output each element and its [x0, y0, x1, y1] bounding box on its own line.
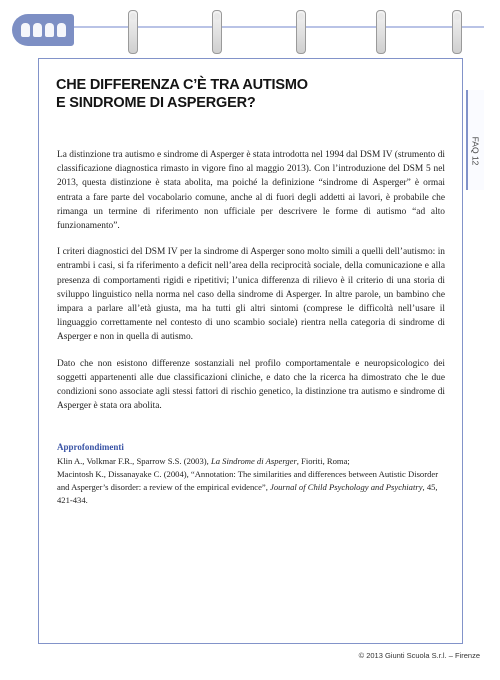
- binder-ring-icon: [452, 10, 462, 54]
- reference-item: [57, 468, 445, 507]
- page-title-line-2: E SINDROME DI ASPERGER?: [56, 95, 256, 111]
- figure-icon: [33, 23, 42, 37]
- binder-ring-icon: [212, 10, 222, 54]
- binder-ring-icon: [376, 10, 386, 54]
- reference-text: Klin A., Volkmar F.R., Sparrow S.S. (2003),: [57, 456, 211, 466]
- figure-icon: [45, 23, 54, 37]
- publisher-logo-icon: [12, 14, 74, 46]
- figure-icon: [21, 23, 30, 37]
- reference-tail: , Fioriti, Roma;: [296, 456, 350, 466]
- reference-journal: Journal of Child Psychology and Psychiatry: [270, 482, 423, 492]
- copyright-footer: © 2013 Giunti Scuola S.r.l. – Firenze: [358, 651, 480, 660]
- page-title: [56, 76, 446, 112]
- side-tab-label: FAQ 12: [470, 136, 481, 166]
- paragraph: La distinzione tra autismo e sindrome di Asperger è stata introdotta nel 1994 dal DSM IV (strumento di classificazione diagnostica rimasto in vigore fino al maggio 2013). Con l’introduzione del DSM 5 nel 2013, questa distinzione è stata abolita, ma poiché la definizione “sindrome di Asperger” è ormai entrata a fare parte del vocabolario comune, anche al di fuori degli addetti ai lavori, è probabile che rimanga un termine di riferimento non ufficiale per descrivere le forme di autismo “ad alto funzionamento”.: [57, 150, 445, 232]
- reference-text: Macintosh K., Dissanayake C. (2004), “Annotation: The similarities and differences between Autistic Disorder and Asperger’s disorder: a review of the empirical evidence”,: [57, 469, 439, 492]
- article-body: [57, 148, 445, 425]
- page-title-line-1: CHE DIFFERENZA C’È TRA AUTISMO: [56, 77, 308, 93]
- references-heading: Approfondimenti: [57, 442, 124, 452]
- references-section: [57, 441, 445, 507]
- reference-item: [57, 455, 445, 468]
- paragraph: Dato che non esistono differenze sostanziali nel profilo comportamentale e neuropsicologico dei soggetti appartenenti alle due classificazioni cliniche, e dato che la ricerca ha dimostrato che le due condizioni sono associate agli stessi fattori di rischio genetico, la distinzione tra autismo e sindrome di Asperger è stata ora abolita.: [57, 358, 445, 412]
- side-tab: [468, 116, 482, 186]
- reference-title: La Sindrome di Asperger: [210, 456, 297, 466]
- reference-tail: , 45, 421-434.: [57, 482, 438, 505]
- binder-ring-icon: [296, 10, 306, 54]
- figure-icon: [57, 23, 66, 37]
- binder-ring-icon: [128, 10, 138, 54]
- paragraph: I criteri diagnostici del DSM IV per la sindrome di Asperger sono molto simili a quelli dell’autismo: in entrambi i casi, si fa riferimento a deficit nell’area della reciprocità sociale, della comunicazione e alla presenza di comportamenti rigidi e ripetitivi; l’unica differenza di rilievo è il criterio di una storia di sviluppo linguistico nella norma nel caso della sindrome di Asperger. In altre parole, un bambino che impara a parlare all’età giusta, ma ha tutti gli altri sintomi (comprese le difficoltà nell’usare il linguaggio correttamente nel contesto di uno scambio sociale) rientra nella categoria di sindrome di Asperger e non in quella di autismo.: [57, 247, 445, 343]
